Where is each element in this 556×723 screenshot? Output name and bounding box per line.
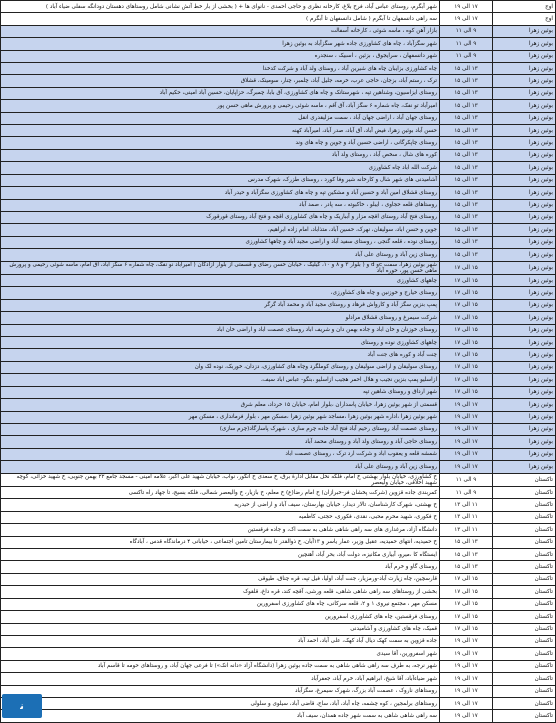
time-cell: ۱۳ الی ۱۵ <box>440 199 493 211</box>
table-row <box>1 75 556 87</box>
city-cell: بوئین زهرا <box>493 423 556 435</box>
table-row <box>1 211 556 223</box>
time-cell: ۱۷ الی ۱۹ <box>440 697 493 709</box>
city-cell: بوئین زهرا <box>493 386 556 398</box>
time-cell: ۱۵ الی ۱۷ <box>440 573 493 585</box>
time-cell: ۱۵ الی ۱۷ <box>440 623 493 635</box>
city-cell: تاکستان <box>493 710 556 722</box>
time-cell: ۱۷ الی ۱۹ <box>440 423 493 435</box>
city-cell: بوئین زهرا <box>493 249 556 261</box>
table-row <box>1 275 556 287</box>
table-row <box>1 611 556 623</box>
city-cell: بوئین زهرا <box>493 137 556 149</box>
time-cell: ۱۳ الی ۱۵ <box>440 236 493 248</box>
table-row <box>1 635 556 647</box>
area-description-cell: خ فکوری، شهید محرم محبی، نقدی، فکوری، حجتی، کاظمیه <box>1 511 440 523</box>
city-cell: بوئین زهرا <box>493 211 556 223</box>
table-row <box>1 361 556 373</box>
area-description-cell: خ بهشتی، شهرک کارشناسان، تالار دیدار، خیابان بهارستان، سیف آباد و اراضی از حیدریه <box>1 499 440 511</box>
table-row <box>1 224 556 236</box>
table-row <box>1 50 556 62</box>
time-cell: ۱۳ الی ۱۵ <box>440 149 493 161</box>
table-row <box>1 25 556 37</box>
area-description-cell: قمیک، چاه های کشاورزی و آشامیدنی <box>1 623 440 635</box>
time-cell: ۱۳ الی ۱۵ <box>440 162 493 174</box>
table-row <box>1 536 556 548</box>
city-cell: بوئین زهرا <box>493 199 556 211</box>
time-cell: ۱۱ الی ۱۳ <box>440 511 493 523</box>
city-cell: بوئین زهرا <box>493 374 556 386</box>
table-row <box>1 511 556 523</box>
time-cell: ۱۵ الی ۱۷ <box>440 275 493 287</box>
table-row <box>1 573 556 585</box>
city-cell: تاکستان <box>493 487 556 499</box>
table-row <box>1 349 556 361</box>
time-cell: ۱۵ الی ۱۷ <box>440 349 493 361</box>
area-description-cell: روستاهای قلعه حجاوی ، ایبلو ، خاکبوته ، سه پادر ، صمد آباد <box>1 199 440 211</box>
time-cell: ۱۵ الی ۱۷ <box>440 337 493 349</box>
city-cell: بوئین زهرا <box>493 236 556 248</box>
area-description-cell: روستای نوده ، قلعه گنجی ، روستای سفید آباد و اراضی مجید آباد و چاهها کشاورزی <box>1 236 440 248</box>
time-cell: ۱۵ الی ۱۷ <box>440 586 493 598</box>
city-cell: بوئین زهرا <box>493 87 556 99</box>
area-description-cell: شهر بوئین زهرا، سمت cو d و ( بلوار ۳ و ۸ و ۱۰، گیلیک ، خیابان حسن رضای و قسمتی از بلوار آزادگان ( امیرآباد نو نفک، چاه شماره ۶ سگز آباد، آق امام، ماسه شوئی رحیمی و پرورش ماهی حسن پور، حوره آباد <box>1 261 440 275</box>
area-description-cell: شهر دانسفهان ، سرایجوق ، بزئین ، اسبیک ، سنجدره <box>1 50 440 62</box>
area-description-cell: روستای فتح آباد روستای اقچه مزار و آبباریک و چاه های کشاورزی اقچه و فتح آباد روستای قورقورک <box>1 211 440 223</box>
area-description-cell: روستای چاپکرگانی ، اراضی حسین آباد و جوین و چاه های وند <box>1 137 440 149</box>
time-cell: ۱۵ الی ۱۷ <box>440 324 493 336</box>
time-cell: ۹ الی ۱۱ <box>440 473 493 487</box>
time-cell: ۱۵ الی ۱۷ <box>440 312 493 324</box>
city-cell: تاکستان <box>493 697 556 709</box>
city-cell: تاکستان <box>493 549 556 561</box>
city-cell: بوئین زهرا <box>493 324 556 336</box>
area-description-cell: روستای خوزنان و خان اباد و جاده بهمن دان و شریف اباد روستای عصمت اباد و اراضی خان اباد <box>1 324 440 336</box>
time-cell: ۱۷ الی ۱۹ <box>440 635 493 647</box>
area-description-cell: شرکت الله اباد چاه کشاورزی <box>1 162 440 174</box>
area-description-cell: شهر ضیاءآباد، آقا شیخ، ابراهیم آباد، خرم آباد، جعفرآباد <box>1 673 440 685</box>
area-description-cell: روستای زین آباد و روستای علی آباد <box>1 249 440 261</box>
city-cell: تاکستان <box>493 536 556 548</box>
area-description-cell: روستای سولیقان و اراضی سولیقان و روستای کوملگرد وچاه های کشاورزی، دزدان، خوربک، نوده لک وان <box>1 361 440 373</box>
city-cell: تاکستان <box>493 499 556 511</box>
table-row <box>1 1 556 13</box>
area-description-cell: امیرآباد تو نفک، چاه شماره ۶ سگز آباد، آق آقم ، ماسه شوئی رحیمی و پرورش ماهی حسن پور <box>1 100 440 112</box>
city-cell: بوئین زهرا <box>493 50 556 62</box>
table-row <box>1 287 556 299</box>
city-cell: تاکستان <box>493 685 556 697</box>
time-cell: ۱۵ الی ۱۷ <box>440 374 493 386</box>
time-cell: ۱۷ الی ۱۹ <box>440 436 493 448</box>
city-cell: تاکستان <box>493 673 556 685</box>
table-row <box>1 549 556 561</box>
table-row <box>1 261 556 275</box>
table-row <box>1 162 556 174</box>
area-description-cell: روستای ایزاسیون، وشناهین تپه ، شهرستانک و چاه های کشاورزی، آق بابا، چمبرگ، حزاپایان، حسین آباد امینی، حکیم آباد <box>1 87 440 99</box>
table-row <box>1 299 556 311</box>
table-row <box>1 187 556 199</box>
city-cell: بوئین زهرا <box>493 149 556 161</box>
time-cell: ۱۳ الی ۱۵ <box>440 174 493 186</box>
time-cell: ۱۷ الی ۱۹ <box>440 710 493 722</box>
news-site-logo-icon <box>2 694 42 718</box>
city-cell: تاکستان <box>493 598 556 610</box>
time-cell: ۱۷ الی ۱۹ <box>440 411 493 423</box>
time-cell: ۱۷ الی ۱۹ <box>440 685 493 697</box>
time-cell: ۱۳ الی ۱۵ <box>440 63 493 75</box>
time-cell: ۱۷ الی ۱۹ <box>440 448 493 460</box>
time-cell: ۹ الی ۱۱ <box>440 25 493 37</box>
city-cell: تاکستان <box>493 511 556 523</box>
time-cell: ۱۱ الی ۱۳ <box>440 524 493 536</box>
area-description-cell: روستای زین آباد و روستای علی آباد <box>1 461 440 473</box>
area-description-cell: حسن آباد بوئین زهرا، فیض آباد، آق آباد، صدر آباد، امیرآباد کهنه <box>1 125 440 137</box>
area-description-cell: روستای عصمت آباد روستای رحیم آباد فتح آباد جاده چرم سازی ، شهرک پاسارگاد(چرم سازی) <box>1 423 440 435</box>
city-cell: تاکستان <box>493 648 556 660</box>
table-row <box>1 386 556 398</box>
city-cell: تاکستان <box>493 623 556 635</box>
table-row <box>1 648 556 660</box>
area-description-cell: بازار آهن کوه ، ماسه شوئی ، کارخانه آسفالت <box>1 25 440 37</box>
city-cell: بوئین زهرا <box>493 312 556 324</box>
area-description-cell: ترک ، رستم آباد، بزجان، حاجی عرب، خرمه، جلیل آباد، چلمبر، چنار، سومینک، قشلاق <box>1 75 440 87</box>
time-cell: ۱۷ الی ۱۹ <box>440 1 493 13</box>
time-cell: ۱۵ الی ۱۷ <box>440 598 493 610</box>
city-cell: تاکستان <box>493 586 556 598</box>
time-cell: ۱۷ الی ۱۹ <box>440 461 493 473</box>
area-description-cell: شهر آبگرم، روستای عباس آباد، فرخ بلاغ، کارخانه نظری و حاجی احمدی - نانوای ها + ( بخشی از بار خط آتش نشانی شامل روستاهای دهستان دودانگه سفلی ضیاء آباد ) <box>1 1 440 13</box>
area-description-cell: کمربندی جاده قزوین (شرکت پخشان فر-خبرازان) خ امام رضا(ع) خ معلم، خ بازیار، خ والیعصر شمالی، فلکه بسیج، تا جهاد راه تاکسی <box>1 487 440 499</box>
time-cell: ۱۳ الی ۱۵ <box>440 87 493 99</box>
area-description-cell: بخشی از روستاهای سه راهی شاهی شاهی، قلعه ورشی، آقچه کند، قره داغ، قلقوک <box>1 586 440 598</box>
table-row <box>1 324 556 336</box>
time-cell: ۱۵ الی ۱۷ <box>440 299 493 311</box>
area-description-cell: شهر ارداق و روستای شاهین تپه <box>1 386 440 398</box>
time-cell: ۱۵ الی ۱۷ <box>440 261 493 275</box>
area-description-cell: روستای خیارج و خوزنین و چاه های کشاورزی، <box>1 287 440 299</box>
table-row <box>1 423 556 435</box>
table-row <box>1 487 556 499</box>
time-cell: ۱۳ الی ۱۵ <box>440 75 493 87</box>
time-cell: ۱۱ الی ۱۳ <box>440 499 493 511</box>
area-description-cell: شهر نرجه، به طرف سه راهی شاهی شاهی به سمت جاده بوئین زهرا (دانشگاه آزاد «دانه انک») تا فرعی جهان آباد، و روستاهای حومه تا قاسم آباد <box>1 660 440 672</box>
area-description-cell: روستای جهان آباد ، اراضی جهان آباد ، سمت مزلیقدری انقل <box>1 112 440 124</box>
table-row <box>1 399 556 411</box>
time-cell: ۱۷ الی ۱۹ <box>440 399 493 411</box>
table-row <box>1 125 556 137</box>
area-description-cell: سه راهی شاهی شاهی به سمت شهر جاده همدان، سیف آباد <box>1 710 440 722</box>
schedule-body <box>1 1 556 723</box>
city-cell: بوئین زهرا <box>493 337 556 349</box>
area-description-cell: روستای قشلاق امین آباد و حسین آباد و مشکین تپه و چاه های کشاورزی سگزآباد و حیدر آباد <box>1 187 440 199</box>
area-description-cell: جوین و حسن اباد، سولیقان، نهرک، حسین آباد، متذاباد، امام زاده ابراهیم، <box>1 224 440 236</box>
area-description-cell: شهر سگزآباد ، چاه های کشاورزی جاده شهر سگزآباد به بوئین زهرا <box>1 38 440 50</box>
table-row <box>1 598 556 610</box>
time-cell: ۱۳ الی ۱۵ <box>440 100 493 112</box>
city-cell: بوئین زهرا <box>493 100 556 112</box>
table-row <box>1 448 556 460</box>
time-cell: ۱۷ الی ۱۹ <box>440 660 493 672</box>
city-cell: بوئین زهرا <box>493 224 556 236</box>
table-row <box>1 100 556 112</box>
time-cell: ۹ الی ۱۱ <box>440 487 493 499</box>
area-description-cell: شرکت سیمرغ و روستای قشلاق مرادلو <box>1 312 440 324</box>
area-description-cell: پمپ بنزین سگز آباد و کارواش فرهاد و روستای مجید آباد و محمد آباد گرگر <box>1 299 440 311</box>
city-cell: بوئین زهرا <box>493 261 556 275</box>
city-cell: بوئین زهرا <box>493 125 556 137</box>
table-row <box>1 236 556 248</box>
area-description-cell: چاههای کشاورزی <box>1 275 440 287</box>
area-description-cell: روستاهای برلمجین ، کوه چشمه، چاه آباد، آباد، ساج، قاضی آباد، سیلوی و سلولی <box>1 697 440 709</box>
table-row <box>1 561 556 573</box>
city-cell: بوئین زهرا <box>493 187 556 199</box>
time-cell: ۱۳ الی ۱۵ <box>440 211 493 223</box>
time-cell: ۱۷ الی ۱۹ <box>440 648 493 660</box>
city-cell: بوئین زهرا <box>493 448 556 460</box>
area-description-cell: چنت آباد و کوره های جنت آباد <box>1 349 440 361</box>
city-cell: بوئین زهرا <box>493 25 556 37</box>
table-row <box>1 586 556 598</box>
area-description-cell: قارسچین، چاه زیارت آباد-ورمزیار، جنت آباد، اولیا، فیل تپه، قره چناق، طیوقی <box>1 573 440 585</box>
table-row <box>1 436 556 448</box>
table-row <box>1 461 556 473</box>
area-description-cell: جاده قزوین به سمت کهک دیال آباد کهک، علی آباد، احمد آباد <box>1 635 440 647</box>
time-cell: ۱۵ الی ۱۷ <box>440 287 493 299</box>
time-cell: ۱۵ الی ۱۷ <box>440 386 493 398</box>
table-row <box>1 697 556 709</box>
time-cell: ۱۵ الی ۱۷ <box>440 361 493 373</box>
city-cell: بوئین زهرا <box>493 162 556 174</box>
table-row <box>1 473 556 487</box>
city-cell: بوئین زهرا <box>493 461 556 473</box>
time-cell: ۱۳ الی ۱۵ <box>440 125 493 137</box>
area-description-cell: چاه کشاورزی بزایبان چاه های شیرین آباد ، روستای ولد آباد و شرکت کدخدا <box>1 63 440 75</box>
table-row <box>1 710 556 722</box>
city-cell: بوئین زهرا <box>493 287 556 299</box>
city-cell: بوئین زهرا <box>493 411 556 423</box>
city-cell: بوئین زهرا <box>493 349 556 361</box>
area-description-cell: روستای فرقستین، چاه های کشاورزی اسفرورین <box>1 611 440 623</box>
time-cell: ۱۳ الی ۱۵ <box>440 137 493 149</box>
table-row <box>1 374 556 386</box>
city-cell: بوئین زهرا <box>493 299 556 311</box>
city-cell: تاکستان <box>493 635 556 647</box>
table-row <box>1 13 556 25</box>
area-description-cell: شهر اسفرورین، آقا سیدی <box>1 648 440 660</box>
table-row <box>1 174 556 186</box>
area-description-cell: شمشه قلعه و یعقوب اباد و شرکت ارد ترک ، روستای عصمت اباد <box>1 448 440 460</box>
area-description-cell: قسمتی از شهر بوئین زهرا، خیابان پاسداران ،بلوار امام، خیابان ۱۵ خرداد، معلم شرق <box>1 399 440 411</box>
area-description-cell: ایستگاه کا ،میرو، آبیاری مکانیزه، دولت آباد، بحر آباد، آهنچین <box>1 549 440 561</box>
table-row <box>1 623 556 635</box>
area-description-cell: روستای حاجی آباد و روستای ولد آباد و روستای محمد آباد <box>1 436 440 448</box>
table-row <box>1 87 556 99</box>
table-row <box>1 685 556 697</box>
time-cell: ۱۳ الی ۱۵ <box>440 249 493 261</box>
time-cell: ۱۳ الی ۱۵ <box>440 561 493 573</box>
table-row <box>1 199 556 211</box>
city-cell: بوئین زهرا <box>493 174 556 186</box>
time-cell: ۹ الی ۱۱ <box>440 38 493 50</box>
table-row <box>1 63 556 75</box>
city-cell: بوئین زهرا <box>493 275 556 287</box>
area-description-cell: چاههای کشاورزی نوده و روستای <box>1 337 440 349</box>
time-cell: ۱۳ الی ۱۵ <box>440 112 493 124</box>
time-cell: ۱۳ الی ۱۵ <box>440 536 493 548</box>
city-cell: بوئین زهرا <box>493 38 556 50</box>
table-row <box>1 411 556 423</box>
time-cell: ۱۳ الی ۱۵ <box>440 187 493 199</box>
time-cell: ۱۳ الی ۱۵ <box>440 224 493 236</box>
table-row <box>1 38 556 50</box>
city-cell: بوئین زهرا <box>493 63 556 75</box>
city-cell: اوج <box>493 13 556 25</box>
table-row <box>1 337 556 349</box>
time-cell: ۱۳ الی ۱۵ <box>440 549 493 561</box>
area-description-cell: آشامیدنی های شهر شال و کارخانه شیر وفا کورد ، روستای طزرک، شهرک مدرس <box>1 174 440 186</box>
area-description-cell: خ حمیدیه، انتهای حمیدیه، عقیل وزیر، عمار یاسر و ۱۳آبان، خ ذوالقدر تا بیمارستان تامین اجتماعی ، خیابانی ۴ درماندگاه قدس ، آبادگاه <box>1 536 440 548</box>
area-description-cell: ازاسلیو پمپ بنزین نجیب و هلال احمر هجیب ازاسلیو ،بنگو- عباس اباد سیف، <box>1 374 440 386</box>
table-row <box>1 249 556 261</box>
city-cell: بوئین زهرا <box>493 75 556 87</box>
time-cell: ۹ الی ۱۱ <box>440 50 493 62</box>
city-cell: اوج <box>493 1 556 13</box>
time-cell: ۱۷ الی ۱۹ <box>440 673 493 685</box>
area-description-cell: مسکن مهر ، مجتمع نیروی ۱ و ۲، قلعه سرکانی، چاه های کشاورزی اسفرورین <box>1 598 440 610</box>
table-row <box>1 660 556 672</box>
city-cell: بوئین زهرا <box>493 436 556 448</box>
city-cell: تاکستان <box>493 573 556 585</box>
city-cell: تاکستان <box>493 561 556 573</box>
table-row <box>1 499 556 511</box>
time-cell: ۱۷ الی ۱۹ <box>440 13 493 25</box>
table-row <box>1 524 556 536</box>
city-cell: بوئین زهرا <box>493 399 556 411</box>
city-cell: بوئین زهرا <box>493 361 556 373</box>
city-cell: تاکستان <box>493 473 556 487</box>
table-row <box>1 112 556 124</box>
table-row <box>1 149 556 161</box>
city-cell: تاکستان <box>493 524 556 536</box>
city-cell: تاکستان <box>493 660 556 672</box>
table-row <box>1 137 556 149</box>
city-cell: بوئین زهرا <box>493 112 556 124</box>
area-description-cell: شهر بوئین زهرا ،اداره شهر بوئین زهرا ،مساجد شهر بوئین زهرا ،مسکن مهر ، بلوار فرمانداری ، مسکن مهر <box>1 411 440 423</box>
area-description-cell: روستای گاو و خرم آباد <box>1 561 440 573</box>
area-description-cell: خ کشاورزی، خیابان بلوار بهشتی خ امام، فلکه نخل مقابل ادارهٔ برق، خ سعدی خ انگور، نواب، خیابان شهید علی اکبر، علامه امینی - مسجد جامع ۲۲ بهمن جنوبی، خ شهید خزائی، کوچه شهید اخلاقی، خیابان ولیعصر <box>1 473 440 487</box>
area-description-cell: روستاهای ناروک ، عصمت آباد بزرگ، شهرک سیمرغ، سگزآباد <box>1 685 440 697</box>
area-description-cell: سه راهی دانسفهان تا آبگرم ( شامل دانسفهان تا آبگرم ) <box>1 13 440 25</box>
table-row <box>1 673 556 685</box>
area-description-cell: کوره های شال ، سخص آباد ، روستای ولد آباد <box>1 149 440 161</box>
city-cell: تاکستان <box>493 611 556 623</box>
area-description-cell: دانشگاه آزاد، مرغداری های سه راهی شاهی شاهی به سمت اک، و جاده فرقستین <box>1 524 440 536</box>
logo-text: ﻧ <box>20 700 24 712</box>
table-row <box>1 312 556 324</box>
time-cell: ۱۵ الی ۱۷ <box>440 611 493 623</box>
